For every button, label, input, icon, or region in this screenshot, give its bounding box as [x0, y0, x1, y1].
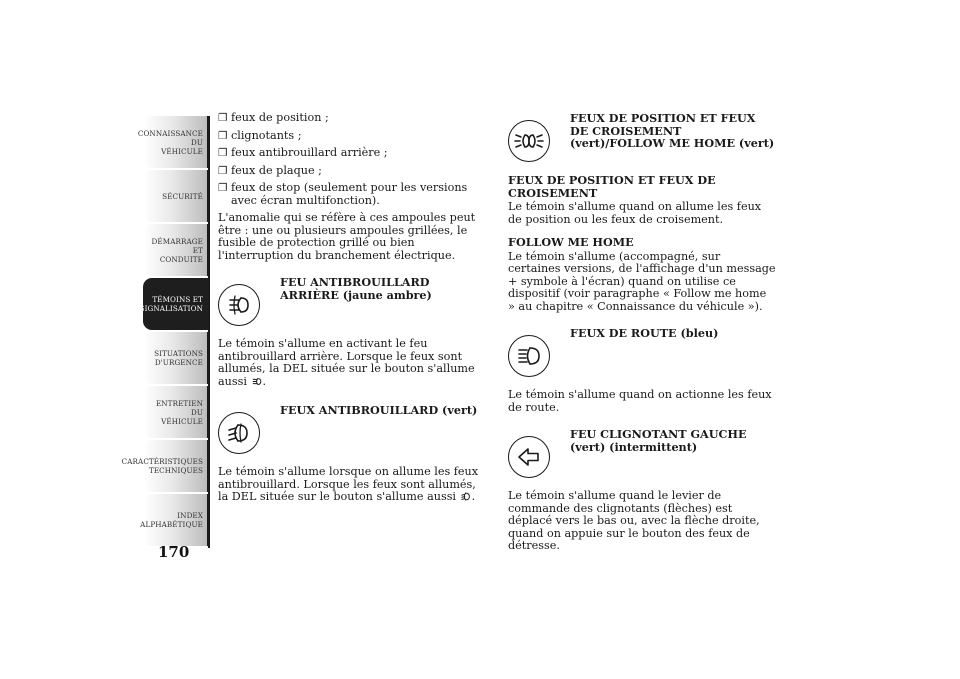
rear-fog-light-icon [251, 376, 263, 391]
left-turn-title: FEU CLIGNOTANT GAUCHE (vert) (intermittent) [570, 427, 747, 454]
rear-fog-title: FEU ANTIBROUILLARD ARRIÈRE (jaune ambre) [280, 275, 432, 302]
position-lights-title: FEUX DE POSITION ET FEUX DE CROISEMENT (vert)/FOLLOW ME HOME (vert) [570, 111, 775, 150]
front-fog-description: Le témoin s'allume lorsque on allume les feux antibrouillard. Lorsque les feux sont allumés, la DEL située sur le bouton s'allume aussi . [218, 466, 486, 506]
anomaly-paragraph: L'anomalie qui se réfère à ces ampoules peut être : une ou plusieurs ampoules grillées, le fusible de protection grillé ou bien l'interruption du branchement électrique. [218, 211, 476, 262]
follow-me-home-subheading: FOLLOW ME HOME [508, 235, 634, 249]
rear-fog-description: Le témoin s'allume en activant le feu antibrouillard arrière. Lorsque le feux sont allumés, la DEL située sur le bouton s'allume aussi . [218, 338, 486, 390]
tab-connaissance-du-vehicule[interactable]: CONNAISSANCE DU VÉHICULE [143, 116, 209, 168]
left-turn-signal-icon [508, 436, 550, 478]
high-beam-title: FEUX DE ROUTE (bleu) [570, 326, 719, 340]
tab-index-alphabetique[interactable]: INDEX ALPHABÉTIQUE [143, 494, 209, 546]
list-item: ❐ clignotants ; [218, 128, 302, 142]
checkbox-bullet-icon: ❐ [218, 182, 228, 194]
checkbox-bullet-icon: ❐ [218, 147, 228, 159]
tab-temoins-et-signalisation[interactable]: TÉMOINS ET SIGNALISATION [143, 278, 209, 330]
front-fog-light-icon [218, 412, 260, 454]
high-beam-icon [508, 335, 550, 377]
left-turn-section [508, 428, 776, 478]
position-lights-description: Le témoin s'allume quand on allume les feux de position ou les feux de croisement. [508, 200, 762, 226]
front-fog-title: FEUX ANTIBROUILLARD (vert) [280, 403, 478, 417]
list-item: ❐ feux de position ; [218, 111, 329, 124]
left-column [218, 112, 486, 516]
rear-fog-light-icon [218, 284, 260, 326]
bulb-list [218, 112, 486, 207]
tab-entretien-du-vehicule[interactable]: ENTRETIEN DU VÉHICULE [143, 386, 209, 438]
tab-caracteristiques-techniques[interactable]: CARACTÉRISTIQUES TECHNIQUES [143, 440, 209, 492]
list-item: ❐ feux antibrouillard arrière ; [218, 146, 388, 159]
tab-demarrage-et-conduite[interactable]: DÉMARRAGE ET CONDUITE [143, 224, 209, 276]
position-lights-section [508, 112, 776, 162]
right-column [508, 112, 776, 563]
list-item: ❐ feux de stop (seulement pour les versions avec écran multifonction). [218, 181, 468, 207]
tab-securite[interactable]: SÉCURITÉ [143, 170, 209, 222]
position-lights-subheading: FEUX DE POSITION ET FEUX DE CROISEMENT [508, 173, 716, 200]
list-item: ❐ feux de plaque ; [218, 163, 322, 177]
high-beam-description: Le témoin s'allume quand on actionne les feux de route. [508, 388, 772, 414]
tab-situations-d-urgence[interactable]: SITUATIONS D'URGENCE [143, 332, 209, 384]
tab-divider-line [208, 116, 210, 548]
page-number: 170 [158, 543, 190, 561]
checkbox-bullet-icon: ❐ [218, 164, 228, 177]
rear-fog-section [218, 276, 486, 326]
checkbox-bullet-icon: ❐ [218, 112, 228, 124]
front-fog-light-icon [460, 491, 472, 506]
left-turn-description: Le témoin s'allume quand le levier de commande des clignotants (flèches) est déplacé vers le bas ou, avec la flèche droite, quand on appuie sur le bouton des feux de détresse. [508, 489, 760, 552]
follow-me-home-description: Le témoin s'allume (accompagné, sur certaines versions, de l'affichage d'un message + symbole à l'écran) quand on utilise ce dispositif (voir paragraphe « Follow me home » au chapitre « Connaissance du véhicule »). [508, 249, 776, 313]
checkbox-bullet-icon: ❐ [218, 129, 228, 142]
front-fog-section [218, 404, 486, 454]
high-beam-section [508, 327, 776, 377]
position-lights-icon [508, 120, 550, 162]
